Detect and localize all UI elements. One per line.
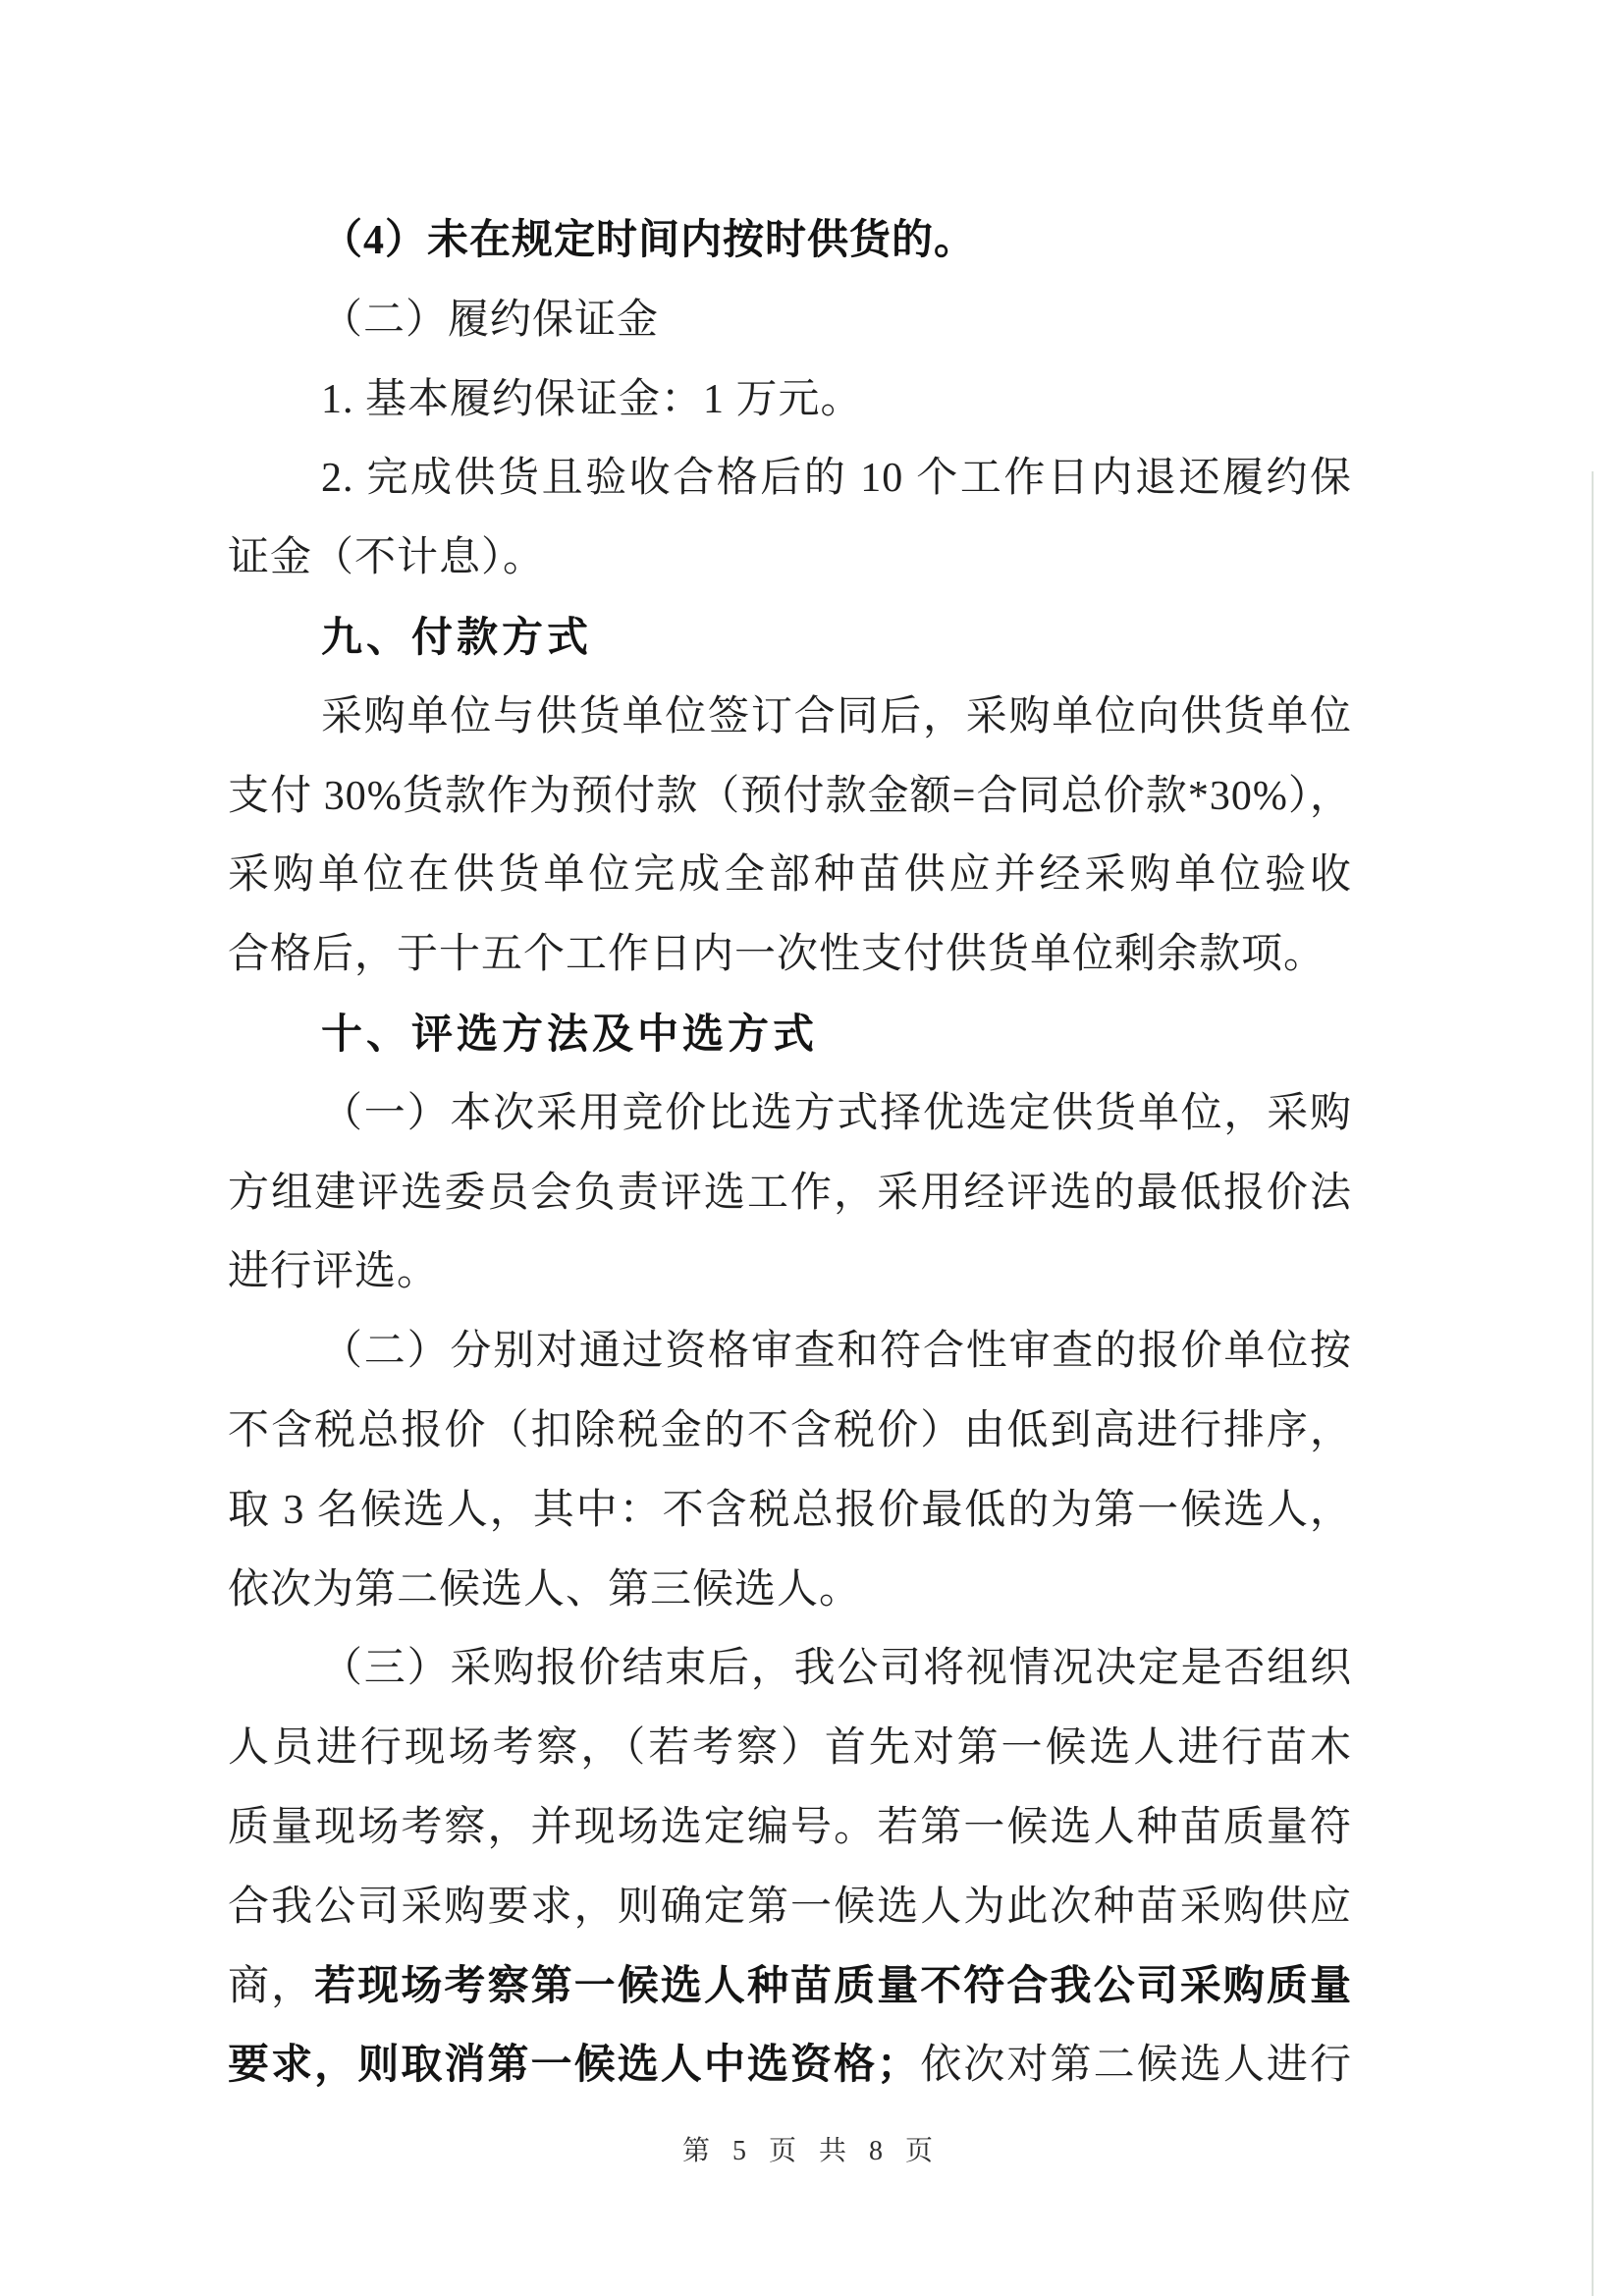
text-run: 2. 完成供货且验收合格后的 10 个工作日内退还履约保 (321, 456, 1352, 502)
selection-para-2-line-3 (228, 1471, 1352, 1551)
selection-para-3-line-1 (228, 1629, 1352, 1709)
selection-para-1-line-1 (228, 1074, 1352, 1154)
text-run: 方组建评选委员会负责评选工作，采用经评选的最低报价法 (228, 1170, 1352, 1216)
selection-para-3-line-4 (228, 1868, 1352, 1947)
bond-item-2-line-1 (228, 439, 1352, 519)
text-run: 采购单位与供货单位签订合同后，采购单位向供货单位 (321, 693, 1352, 739)
selection-para-3-line-2 (228, 1709, 1352, 1788)
payment-para-line-2 (228, 757, 1352, 837)
selection-para-2-line-1 (228, 1312, 1352, 1392)
text-run: 九、付款方式 (321, 613, 593, 660)
text-run: 质量现场考察，并现场选定编号。若第一候选人种苗质量符 (228, 1804, 1352, 1850)
bond-item-1 (228, 360, 1352, 440)
text-run: 合格后，于十五个工作日内一次性支付供货单位剩余款项。 (228, 932, 1326, 978)
payment-para-line-4 (228, 915, 1352, 995)
text-run: 人员进行现场考察，（若考察）首先对第一候选人进行苗木 (228, 1725, 1352, 1772)
selection-para-3-line-3 (228, 1788, 1352, 1868)
text-run: （三）采购报价结束后，我公司将视情况决定是否组织 (321, 1646, 1352, 1692)
text-run: 若现场考察第一候选人种苗质量不符合我公司采购质量 (314, 1963, 1352, 2009)
text-run: （4）未在规定时间内按时供货的。 (321, 218, 977, 263)
text-run: （二）履约保证金 (321, 297, 660, 343)
text-run: 依次对第二候选人进行 (919, 2043, 1352, 2089)
text-run: 依次为第二候选人、第三候选人。 (228, 1566, 862, 1613)
text-run: 合我公司采购要求，则确定第一候选人为此次种苗采购供应 (228, 1884, 1352, 1930)
text-run: 1. 基本履约保证金：1 万元。 (321, 376, 863, 422)
text-run: 不含税总报价（扣除税金的不含税价）由低到高进行排序， (228, 1407, 1352, 1453)
text-run: （一）本次采用竞价比选方式择优选定供货单位，采购 (321, 1090, 1352, 1136)
selection-para-2-line-2 (228, 1392, 1352, 1471)
scan-edge-artifact (1592, 471, 1594, 2296)
clause-item-4 (228, 201, 1352, 281)
text-run: 采购单位在供货单位完成全部种苗供应并经采购单位验收 (228, 852, 1352, 899)
heading-payment-method (228, 598, 1352, 678)
selection-para-1-line-2 (228, 1154, 1352, 1233)
payment-para-line-3 (228, 836, 1352, 915)
text-run: （二）分别对通过资格审查和符合性审查的报价单位按 (321, 1329, 1352, 1375)
selection-para-2-line-4 (228, 1551, 1352, 1630)
text-run: 取 3 名候选人，其中：不含税总报价最低的为第一候选人， (228, 1487, 1352, 1533)
text-run: 十、评选方法及中选方式 (321, 1010, 819, 1057)
text-run: 证金（不计息）。 (228, 535, 546, 581)
text-run: 商， (228, 1963, 315, 2009)
bond-item-2-line-2 (228, 519, 1352, 598)
payment-para-line-1 (228, 678, 1352, 757)
page-footer: 第 5 页 共 8 页 (681, 2136, 941, 2166)
heading-selection-method (228, 995, 1352, 1074)
document-body (228, 201, 1352, 2105)
text-run: 支付 30%货款作为预付款（预付款金额=合同总价款*30%）， (228, 773, 1352, 819)
selection-para-1-line-3 (228, 1232, 1352, 1312)
text-run: 进行评选。 (228, 1249, 440, 1295)
selection-para-3-line-5 (228, 1947, 1352, 2027)
selection-para-3-line-6 (228, 2026, 1352, 2105)
section-heading-performance-bond (228, 281, 1352, 360)
text-run: 要求，则取消第一候选人中选资格； (228, 2043, 920, 2089)
